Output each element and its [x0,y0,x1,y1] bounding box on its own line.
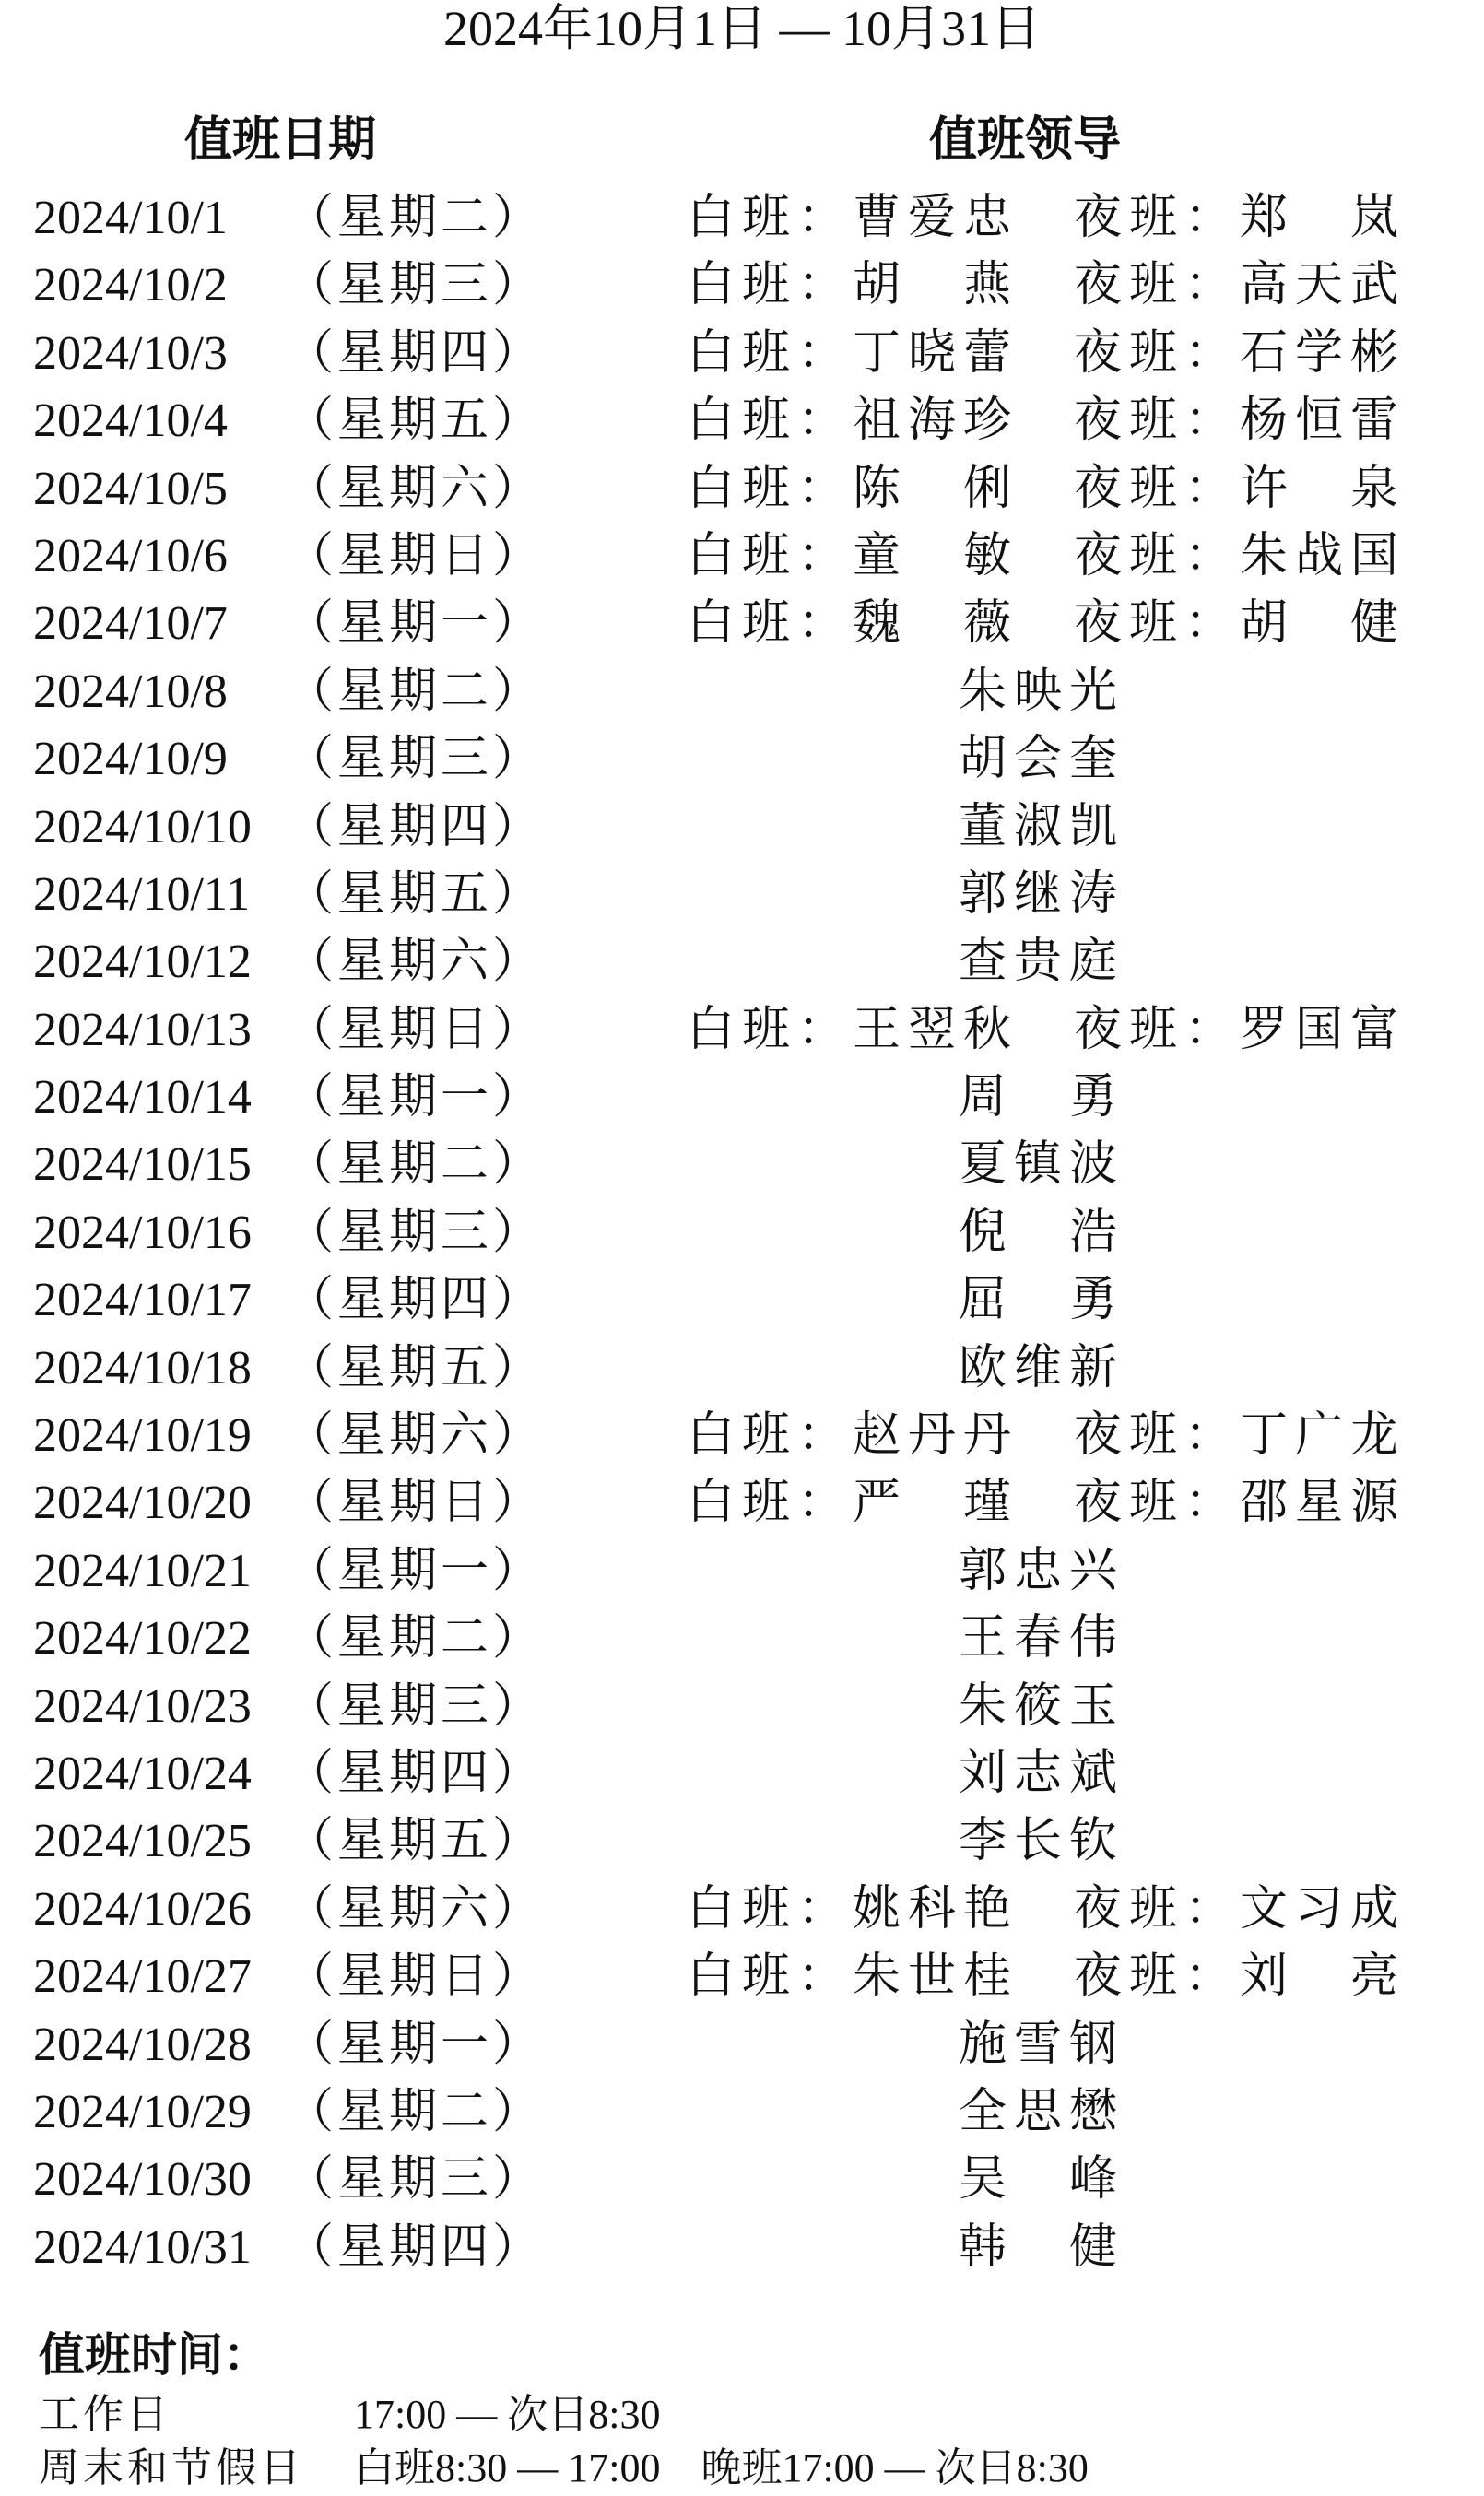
duty-date: 2024/10/12 [33,936,252,989]
table-row [0,1605,1484,1672]
duty-leader: 施雪钢 [959,2016,1125,2072]
duty-leader: 朱映光 [959,663,1125,719]
duty-date: 2024/10/9 [33,733,228,786]
duty-date: 2024/10/16 [33,1206,252,1259]
duty-date: 2024/10/18 [33,1341,252,1395]
duty-leader-shifts: 白班：陈 俐 夜班：许 泉 [687,460,1407,516]
duty-date: 2024/10/4 [33,394,228,448]
table-row [0,320,1484,387]
table-row [0,2078,1484,2146]
weekday: （星期四） [286,1272,545,1328]
table-row [0,1673,1484,1740]
duty-leader: 董淑凯 [959,798,1125,854]
table-row [0,725,1484,793]
weekday: （星期二） [286,2083,545,2139]
weekday: （星期一） [286,1542,545,1598]
weekday: （星期二） [286,190,545,245]
duty-leader: 郭忠兴 [959,1542,1125,1598]
table-row [0,2214,1484,2281]
weekday: （星期五） [286,1339,545,1395]
duty-date: 2024/10/3 [33,326,228,380]
weekday: （星期日） [286,1475,545,1531]
duty-date: 2024/10/31 [33,2220,252,2274]
weekend-hours: 白班8:30 — 17:00 晚班17:00 — 次日8:30 [354,2445,1089,2490]
weekday: （星期三） [286,1678,545,1734]
table-row [0,1199,1484,1266]
duty-leader-shifts: 白班：丁晓蕾 夜班：石学彬 [687,324,1407,381]
weekday: （星期六） [286,934,545,990]
weekday: （星期五） [286,1813,545,1869]
duty-leader-shifts: 白班：朱世桂 夜班：刘 亮 [687,1949,1407,2005]
table-row [0,928,1484,995]
duty-table [0,184,1484,2281]
weekday: （星期日） [286,527,545,583]
duty-leader: 刘志斌 [959,1745,1125,1801]
weekday: （星期日） [286,1001,545,1057]
duty-date: 2024/10/6 [33,529,228,583]
duty-leader: 郭继涛 [959,865,1125,922]
duty-leader: 胡会奎 [959,731,1125,787]
weekday: （星期一） [286,1069,545,1125]
duty-date: 2024/10/22 [33,1612,252,1666]
weekday: （星期二） [286,663,545,719]
table-row [0,658,1484,725]
table-row [0,1266,1484,1334]
duty-leader: 韩 健 [959,2219,1125,2275]
table-row [0,1807,1484,1875]
table-row [0,387,1484,454]
weekend-label: 周末和节假日 [39,2444,304,2491]
table-row [0,1131,1484,1198]
duty-leader: 周 勇 [959,1069,1125,1125]
weekday: （星期四） [286,324,545,381]
page-title: 2024年10月1日 — 10月31日 [443,1,1041,56]
duty-leader: 吴 峰 [959,2151,1125,2208]
duty-leader: 倪 浩 [959,1204,1125,1260]
weekday: （星期一） [286,595,545,652]
weekday: （星期三） [286,257,545,313]
workday-hours: 17:00 — 次日8:30 [354,2392,661,2437]
duty-time-title: 值班时间： [39,2328,269,2382]
header-duty-leader: 值班领导 [929,112,1122,168]
duty-date: 2024/10/30 [33,2153,252,2207]
table-row [0,1740,1484,1807]
weekday: （星期五） [286,865,545,922]
duty-date: 2024/10/19 [33,1409,252,1463]
duty-date: 2024/10/8 [33,665,228,718]
weekday: （星期四） [286,2219,545,2275]
duty-leader: 李长钦 [959,1813,1125,1869]
table-row [0,590,1484,657]
duty-leader-shifts: 白班：祖海珍 夜班：杨恒雷 [687,393,1407,449]
duty-date: 2024/10/11 [33,867,250,921]
table-row [0,1335,1484,1402]
weekday: （星期三） [286,1204,545,1260]
duty-leader-shifts: 白班：胡 燕 夜班：高天武 [687,257,1407,313]
duty-leader-shifts: 白班：曹爱忠 夜班：郑 岚 [687,190,1407,245]
duty-leader-shifts: 白班：童 敏 夜班：朱战国 [687,527,1407,583]
duty-date: 2024/10/29 [33,2085,252,2138]
duty-leader: 王春伟 [959,1610,1125,1666]
duty-leader: 夏镇波 [959,1136,1125,1193]
duty-date: 2024/10/2 [33,259,228,312]
duty-date: 2024/10/10 [33,800,252,854]
duty-date: 2024/10/24 [33,1747,252,1800]
weekday: （星期二） [286,1610,545,1666]
duty-leader: 朱筱玉 [959,1678,1125,1734]
weekday: （星期六） [286,1880,545,1937]
header-duty-date: 值班日期 [184,112,377,168]
duty-leader-shifts: 白班：严 瑾 夜班：邵星源 [687,1475,1407,1531]
duty-date: 2024/10/14 [33,1071,252,1124]
weekday: （星期二） [286,1136,545,1193]
table-row [0,184,1484,252]
table-row [0,1064,1484,1131]
table-row [0,794,1484,861]
duty-leader: 查贵庭 [959,934,1125,990]
duty-leader-shifts: 白班：赵丹丹 夜班：丁广龙 [687,1407,1407,1464]
duty-leader-shifts: 白班：魏 薇 夜班：胡 健 [687,595,1407,652]
table-row [0,2011,1484,2078]
weekday: （星期三） [286,731,545,787]
table-row [0,861,1484,928]
weekday: （星期五） [286,393,545,449]
duty-date: 2024/10/1 [33,192,228,244]
duty-date: 2024/10/17 [33,1274,252,1327]
table-row [0,455,1484,523]
table-row [0,1402,1484,1469]
duty-leader-shifts: 白班：姚科艳 夜班：文习成 [687,1880,1407,1937]
table-row [0,1537,1484,1605]
weekday: （星期六） [286,460,545,516]
workday-label: 工作日 [39,2391,171,2438]
table-row [0,1943,1484,2010]
duty-date: 2024/10/5 [33,462,228,515]
table-row [0,1876,1484,1943]
duty-leader-shifts: 白班：王翌秋 夜班：罗国富 [687,1001,1407,1057]
weekday: （星期一） [286,2016,545,2072]
duty-date: 2024/10/21 [33,1544,252,1597]
table-row [0,996,1484,1064]
duty-date: 2024/10/25 [33,1815,252,1868]
duty-leader: 屈 勇 [959,1272,1125,1328]
duty-date: 2024/10/27 [33,1950,252,2004]
table-row [0,252,1484,319]
duty-date: 2024/10/20 [33,1477,252,1530]
duty-date: 2024/10/13 [33,1003,252,1056]
table-row [0,1469,1484,1536]
weekday: （星期日） [286,1949,545,2005]
duty-leader: 欧维新 [959,1339,1125,1395]
duty-date: 2024/10/26 [33,1882,252,1936]
weekday: （星期四） [286,1745,545,1801]
weekday: （星期四） [286,798,545,854]
duty-date: 2024/10/7 [33,597,228,651]
weekday: （星期三） [286,2151,545,2208]
duty-date: 2024/10/23 [33,1679,252,1733]
duty-date: 2024/10/28 [33,2018,252,2071]
table-row [0,523,1484,590]
weekday: （星期六） [286,1407,545,1464]
table-row [0,2146,1484,2213]
duty-date: 2024/10/15 [33,1138,252,1192]
duty-leader: 全思懋 [959,2083,1125,2139]
